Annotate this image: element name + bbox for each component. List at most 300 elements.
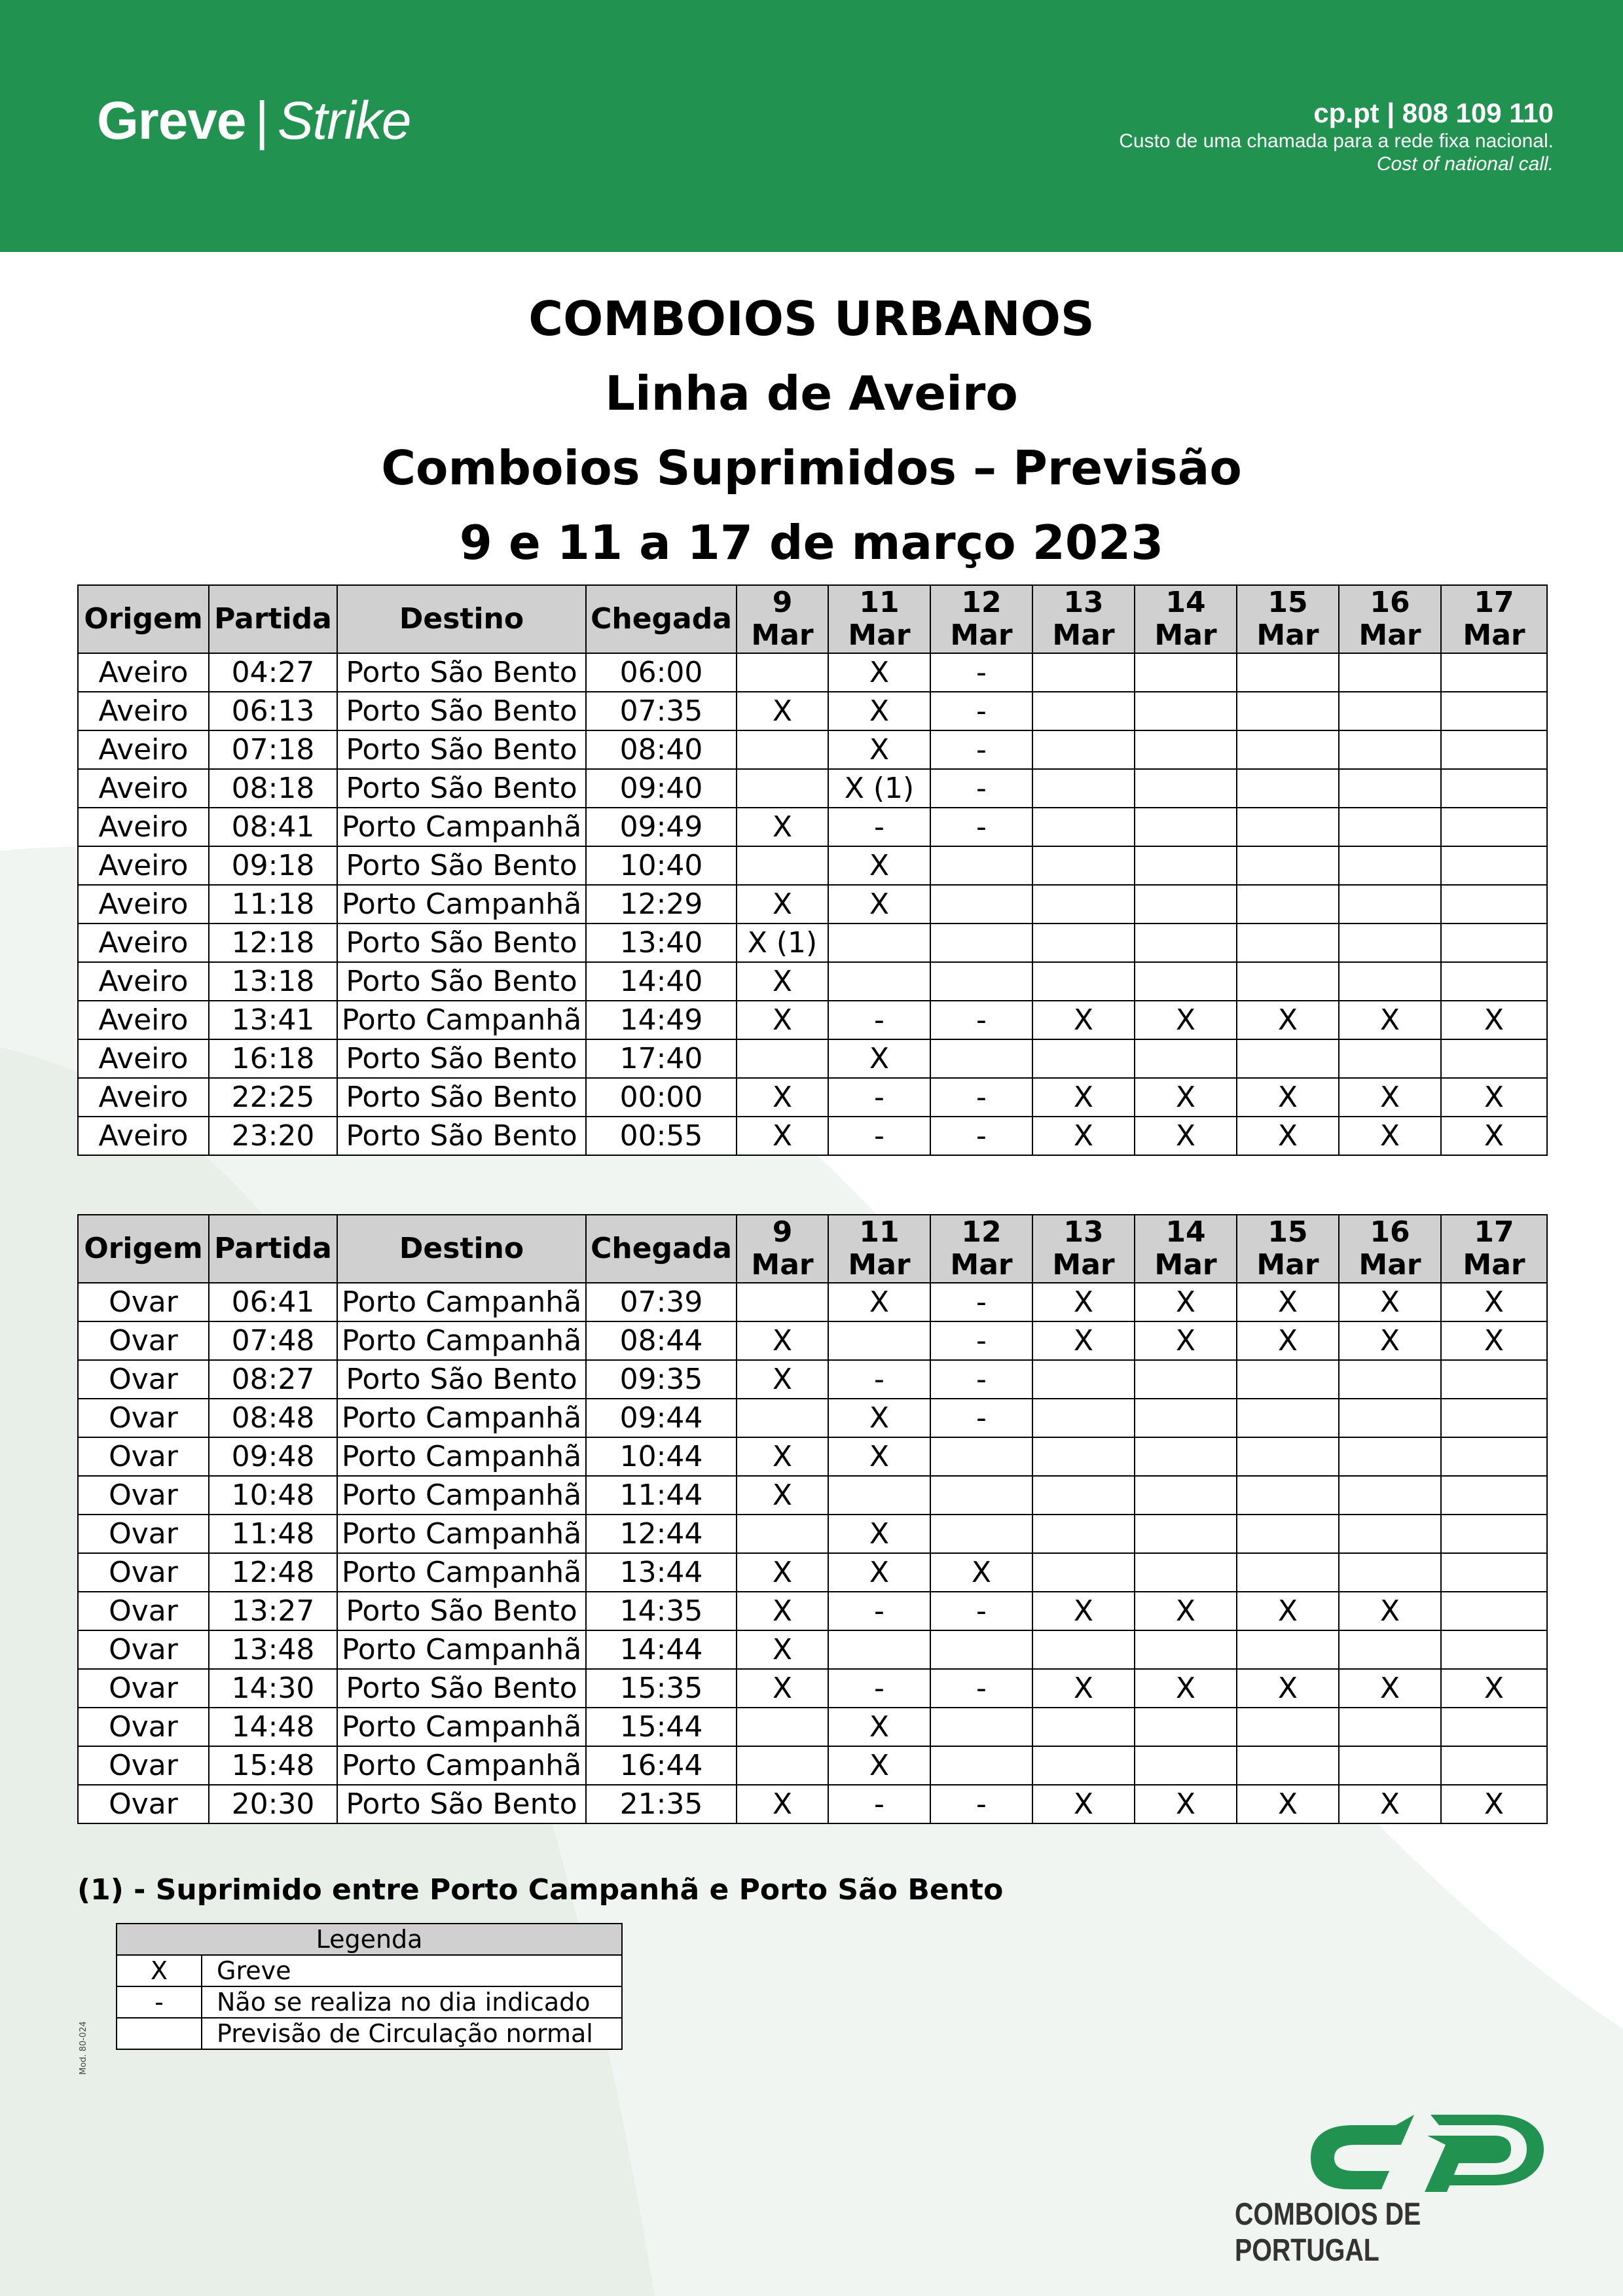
table-header-row [78,1215,1547,1283]
table-cell: - [930,1283,1032,1321]
table-cell [828,1476,930,1515]
table-cell: 10:40 [586,846,737,885]
table-cell [1032,1399,1135,1437]
table-cell: - [930,1669,1032,1708]
table-cell: X [1032,1321,1135,1360]
header-day-month: Mar [1359,1248,1421,1282]
table-cell [930,885,1032,924]
table-cell: X [828,1437,930,1476]
table-cell: Aveiro [78,1039,209,1078]
table-cell [1237,1630,1339,1669]
table-cell: 09:40 [586,769,737,808]
table-cell: 13:40 [586,924,737,962]
table-row [78,1669,1547,1708]
table-cell [930,1630,1032,1669]
header-day-number: 14 [1165,586,1206,619]
table-cell: X [737,692,828,730]
table-cell: Porto São Bento [337,653,586,692]
table-cell [1032,1437,1135,1476]
table-cell [1339,885,1441,924]
header-destination: Destino [337,1215,586,1283]
table-cell [930,924,1032,962]
table-cell [1339,1553,1441,1592]
table-cell: X [1339,1283,1441,1321]
legend-table [116,1923,623,2050]
table-cell: X [828,1515,930,1553]
table-cell [1237,1476,1339,1515]
table-cell: Porto Campanhã [337,1630,586,1669]
table-cell: - [930,1785,1032,1823]
header-day-number: 17 [1474,1215,1514,1249]
table-cell [1135,1476,1237,1515]
table-cell: 21:35 [586,1785,737,1823]
table-cell [1237,924,1339,962]
table-cell: X [1032,1669,1135,1708]
table-cell: Ovar [78,1515,209,1553]
table-cell: 13:44 [586,1553,737,1592]
table-cell: X [1237,1321,1339,1360]
table-cell: 12:44 [586,1515,737,1553]
header-day [1339,1215,1441,1283]
table-cell: 07:39 [586,1283,737,1321]
table-cell [1032,1515,1135,1553]
table-cell: X [737,1630,828,1669]
table-cell [737,1515,828,1553]
table-cell: X [1135,1592,1237,1630]
header-day [1135,585,1237,653]
table-cell: Porto São Bento [337,1117,586,1155]
header-arrival: Chegada [586,585,737,653]
table-cell: Porto São Bento [337,924,586,962]
table-cell [1135,1553,1237,1592]
table-row [78,1001,1547,1039]
table-cell: 11:48 [209,1515,337,1553]
table-cell: X [828,846,930,885]
table-cell [1135,924,1237,962]
table-cell: 08:18 [209,769,337,808]
table-cell: X [828,1039,930,1078]
table-cell: Porto São Bento [337,846,586,885]
table-cell: - [930,1117,1032,1155]
table-cell: - [930,653,1032,692]
table-cell: Aveiro [78,1001,209,1039]
table-cell [1441,1746,1547,1785]
table-cell: 13:18 [209,962,337,1001]
table-cell: X [1032,1785,1135,1823]
table-cell [737,1708,828,1746]
header-day [930,1215,1032,1283]
table-cell: Ovar [78,1399,209,1437]
logo-wordmark: COMBOIOS DE PORTUGAL [1235,2197,1421,2268]
table-cell: 15:44 [586,1708,737,1746]
table-cell: Aveiro [78,769,209,808]
header-destination: Destino [337,585,586,653]
table-cell: 06:41 [209,1283,337,1321]
table-cell: X [1032,1001,1135,1039]
table-row [78,885,1547,924]
legend-label: Não se realiza no dia indicado [202,1986,622,2018]
cp-logo-icon [1231,2111,1571,2196]
table-cell [930,1515,1032,1553]
table-cell [1339,1746,1441,1785]
table-row [78,1078,1547,1117]
header-day-month: Mar [751,619,814,652]
table-cell: Aveiro [78,653,209,692]
header-departure: Partida [209,1215,337,1283]
table-cell [1032,653,1135,692]
brand-title [97,90,410,152]
header-day-number: 17 [1474,586,1514,619]
table-cell [1032,692,1135,730]
table-cell: 08:40 [586,730,737,769]
table-cell [930,1039,1032,1078]
table-cell: X [1237,1117,1339,1155]
table-cell: 09:18 [209,846,337,885]
table-cell: X [737,1785,828,1823]
table-cell: Porto Campanhã [337,1437,586,1476]
table-cell [930,1746,1032,1785]
table-cell: 11:44 [586,1476,737,1515]
table-cell [1135,1630,1237,1669]
header-day-number: 12 [961,1215,1002,1249]
header-day-month: Mar [1154,1248,1217,1282]
table-cell: Porto Campanhã [337,1515,586,1553]
table-cell: X [1237,1592,1339,1630]
table-cell: X [1135,1283,1237,1321]
table-cell: 16:44 [586,1746,737,1785]
table-cell [1441,1399,1547,1437]
table-cell [1135,808,1237,846]
header-day-number: 13 [1063,1215,1104,1249]
table-cell: Aveiro [78,808,209,846]
table-cell: Ovar [78,1630,209,1669]
table-cell [1441,1515,1547,1553]
header-divider [0,252,1623,257]
table-cell: X (1) [828,769,930,808]
table-cell: 14:35 [586,1592,737,1630]
header-day-month: Mar [1463,1248,1525,1282]
page-title [0,281,1623,580]
table-cell [1032,924,1135,962]
table-cell [1441,1039,1547,1078]
table-cell: X [1441,1001,1547,1039]
table-cell: X [1135,1001,1237,1039]
table-cell: Aveiro [78,924,209,962]
table-cell [1032,1746,1135,1785]
header-day-month: Mar [1256,1248,1319,1282]
header-day [1032,585,1135,653]
schedule-table-ovar [77,1214,1548,1824]
header-arrival: Chegada [586,1215,737,1283]
table-cell: 06:00 [586,653,737,692]
table-cell [1237,1746,1339,1785]
table-cell [1237,1515,1339,1553]
table-cell: 10:44 [586,1437,737,1476]
table-cell [1237,962,1339,1001]
table-cell: - [930,1592,1032,1630]
table-cell [1237,846,1339,885]
table-cell: Aveiro [78,1078,209,1117]
table-row [78,808,1547,846]
brand-separator: | [255,91,268,151]
header-day-month: Mar [1052,1248,1115,1282]
table-cell [1339,962,1441,1001]
table-row [78,653,1547,692]
header-day-month: Mar [950,619,1013,652]
table-cell [1135,885,1237,924]
header-day-month: Mar [1154,619,1217,652]
table-row [78,1746,1547,1785]
header-day-month: Mar [848,1248,911,1282]
table-row [78,846,1547,885]
table-cell: - [828,1785,930,1823]
table-cell [1237,808,1339,846]
table-cell [1441,730,1547,769]
table-cell: X [1237,1669,1339,1708]
table-cell [1032,1039,1135,1078]
table-cell: 08:48 [209,1399,337,1437]
table-cell: 11:18 [209,885,337,924]
table-cell [1237,1039,1339,1078]
table-cell: 00:00 [586,1078,737,1117]
table-cell: Ovar [78,1669,209,1708]
table-cell: 14:30 [209,1669,337,1708]
header-day [1237,585,1339,653]
table-cell [1441,885,1547,924]
table-cell [1339,1399,1441,1437]
header-day [1135,1215,1237,1283]
table-row [78,1515,1547,1553]
table-cell [1135,846,1237,885]
table-cell [1441,1553,1547,1592]
header-day-number: 9 [772,1215,793,1249]
table-cell: - [828,1117,930,1155]
table-cell [1237,653,1339,692]
table-cell [1441,1437,1547,1476]
table-cell [1441,924,1547,962]
table-cell: 12:48 [209,1553,337,1592]
table-cell: Porto Campanhã [337,1553,586,1592]
table-cell: 08:27 [209,1360,337,1399]
table-cell: X [1135,1117,1237,1155]
table-cell [1339,692,1441,730]
table-header-row [78,585,1547,653]
table-cell [1237,1437,1339,1476]
table-cell: X [1135,1785,1237,1823]
table-cell [1237,1553,1339,1592]
schedule-table-aveiro [77,584,1548,1156]
table-cell [1441,1592,1547,1630]
table-cell: 07:48 [209,1321,337,1360]
table-row [78,769,1547,808]
table-cell: Porto São Bento [337,769,586,808]
table-cell: 06:13 [209,692,337,730]
table-cell: X [1135,1669,1237,1708]
table-row [78,1553,1547,1592]
table-cell: Porto Campanhã [337,1476,586,1515]
table-cell [1032,846,1135,885]
table-cell [1441,653,1547,692]
header-day-number: 13 [1063,586,1104,619]
table-cell: X [1339,1785,1441,1823]
title-line-1: COMBOIOS URBANOS [528,291,1095,346]
table-cell [1032,1553,1135,1592]
header-day [1339,585,1441,653]
table-cell [828,924,930,962]
header-day-number: 15 [1267,586,1308,619]
table-cell [1237,730,1339,769]
header-day-number: 11 [859,586,900,619]
table-cell [1441,846,1547,885]
table-cell [1135,1360,1237,1399]
table-cell [1339,730,1441,769]
table-cell [1339,1360,1441,1399]
table-cell [1032,1476,1135,1515]
table-cell: X [1339,1669,1441,1708]
table-cell: X [1032,1078,1135,1117]
brand-alt: Strike [277,91,411,151]
table-cell: 09:44 [586,1399,737,1437]
table-cell [1339,808,1441,846]
table-cell [1237,1360,1339,1399]
table-cell: 12:29 [586,885,737,924]
table-cell: Porto Campanhã [337,1321,586,1360]
table-cell: X [737,1001,828,1039]
table-cell: - [828,1360,930,1399]
footnote: (1) - Suprimido entre Porto Campanhã e Porto São Bento [77,1873,1004,1907]
table-cell [1339,1476,1441,1515]
table-cell: 14:40 [586,962,737,1001]
table-cell: X [1339,1321,1441,1360]
table-cell: - [930,769,1032,808]
table-cell [1237,769,1339,808]
table-cell: X (1) [737,924,828,962]
table-cell [1032,730,1135,769]
table-cell [930,1437,1032,1476]
table-cell: X [737,962,828,1001]
header-origin: Origem [78,1215,209,1283]
table-cell: Ovar [78,1321,209,1360]
header-day-month: Mar [1463,619,1525,652]
table-cell: - [930,1078,1032,1117]
table-cell: Ovar [78,1785,209,1823]
table-cell: X [930,1553,1032,1592]
table-cell [930,1476,1032,1515]
table-cell: Porto São Bento [337,692,586,730]
table-cell: Aveiro [78,885,209,924]
table-cell: 04:27 [209,653,337,692]
table-cell [1237,1399,1339,1437]
table-cell: Porto São Bento [337,1078,586,1117]
header-day-number: 9 [772,586,793,619]
table-cell [1237,1708,1339,1746]
header-day [1032,1215,1135,1283]
contact-phone: cp.pt | 808 109 110 [1313,98,1554,128]
table-cell: Aveiro [78,730,209,769]
table-cell: Ovar [78,1283,209,1321]
table-cell: 13:27 [209,1592,337,1630]
table-cell: X [1339,1592,1441,1630]
table-cell: 20:30 [209,1785,337,1823]
table-row [78,1708,1547,1746]
table-cell [1135,730,1237,769]
table-cell: - [930,1321,1032,1360]
table-cell: Porto São Bento [337,1669,586,1708]
table-cell: - [828,808,930,846]
contact-note-en: Cost of national call. [1376,153,1554,175]
legend-symbol: X [117,1955,202,1986]
table-cell: Porto Campanhã [337,885,586,924]
table-cell: X [1032,1283,1135,1321]
table-cell [1135,1039,1237,1078]
table-cell [828,1321,930,1360]
header-day-month: Mar [848,619,911,652]
table-cell [1339,1039,1441,1078]
table-cell: Porto Campanhã [337,1708,586,1746]
table-cell [1032,1360,1135,1399]
table-cell: X [737,1437,828,1476]
table-cell: 14:44 [586,1630,737,1669]
table-cell: - [828,1078,930,1117]
table-cell: X [828,653,930,692]
table-row [78,1283,1547,1321]
table-cell: Porto São Bento [337,1592,586,1630]
table-cell [737,846,828,885]
table-cell: X [828,1553,930,1592]
table-cell [737,1283,828,1321]
contact-info [1119,97,1554,175]
table-cell: 22:25 [209,1078,337,1117]
header-day [1441,585,1547,653]
table-cell: 15:35 [586,1669,737,1708]
table-cell: X [737,1553,828,1592]
legend-title: Legenda [117,1924,622,1955]
table-cell [1441,769,1547,808]
table-cell: 09:35 [586,1360,737,1399]
table-cell: X [1135,1078,1237,1117]
table-cell: Ovar [78,1708,209,1746]
header-day-number: 11 [859,1215,900,1249]
table-cell [1032,769,1135,808]
table-cell: - [930,1399,1032,1437]
table-cell: Porto Campanhã [337,1283,586,1321]
legend-label: Greve [202,1955,622,1986]
table-cell: 07:35 [586,692,737,730]
legend-row [117,1955,622,1986]
table-cell: X [1441,1283,1547,1321]
table-cell: 17:40 [586,1039,737,1078]
table-row [78,1039,1547,1078]
table-cell: 08:44 [586,1321,737,1360]
table-row [78,1117,1547,1155]
table-cell: X [1339,1078,1441,1117]
table-cell [1135,1515,1237,1553]
table-cell: 10:48 [209,1476,337,1515]
table-cell: X [737,808,828,846]
header-day [828,1215,930,1283]
table-cell: 00:55 [586,1117,737,1155]
table-cell: Porto Campanhã [337,1746,586,1785]
table-cell: 13:41 [209,1001,337,1039]
table-cell: Aveiro [78,1117,209,1155]
table-cell [737,653,828,692]
header-day-month: Mar [950,1248,1013,1282]
table-row [78,692,1547,730]
table-cell: X [737,1476,828,1515]
title-line-2: Linha de Aveiro [605,366,1018,421]
table-cell [930,846,1032,885]
table-cell: X [828,1399,930,1437]
